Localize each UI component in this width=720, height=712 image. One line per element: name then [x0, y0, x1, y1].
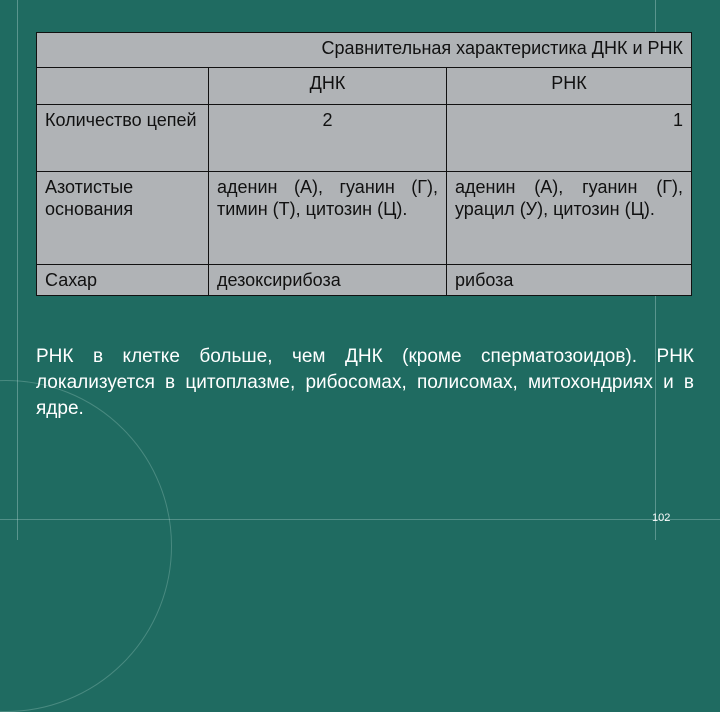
row-label-chains: Количество цепей: [37, 105, 209, 172]
cell-rna-chains: 1: [447, 105, 692, 172]
cell-dna-sugar: дезоксирибоза: [209, 265, 447, 296]
row-label-sugar: Сахар: [37, 265, 209, 296]
row-label-bases: Азотистые основания: [37, 172, 209, 265]
header-dna: ДНК: [209, 68, 447, 105]
table-header-row: [37, 68, 692, 105]
table-title: Сравнительная характеристика ДНК и РНК: [37, 33, 692, 68]
decorative-arc: [0, 380, 172, 712]
comparison-table: [36, 32, 692, 296]
cell-rna-sugar: рибоза: [447, 265, 692, 296]
decorative-horizontal-line: [0, 519, 720, 520]
table-row: [37, 172, 692, 265]
header-rna: РНК: [447, 68, 692, 105]
cell-rna-bases: аденин (А), гуанин (Г), урацил (У), цитозин (Ц).: [447, 172, 692, 265]
table-row: [37, 265, 692, 296]
table-row: [37, 105, 692, 172]
cell-dna-bases: аденин (А), гуанин (Г), тимин (Т), цитозин (Ц).: [209, 172, 447, 265]
decorative-vertical-line-left: [17, 0, 18, 540]
table-title-row: [37, 33, 692, 68]
page-number: 102: [652, 512, 671, 524]
cell-dna-chains: 2: [209, 105, 447, 172]
body-paragraph: РНК в клетке больше, чем ДНК (кроме сперматозоидов). РНК локализуется в цитоплазме, рибосомах, полисомах, митохондриях и в ядре.: [36, 346, 694, 419]
header-empty-cell: [37, 68, 209, 105]
